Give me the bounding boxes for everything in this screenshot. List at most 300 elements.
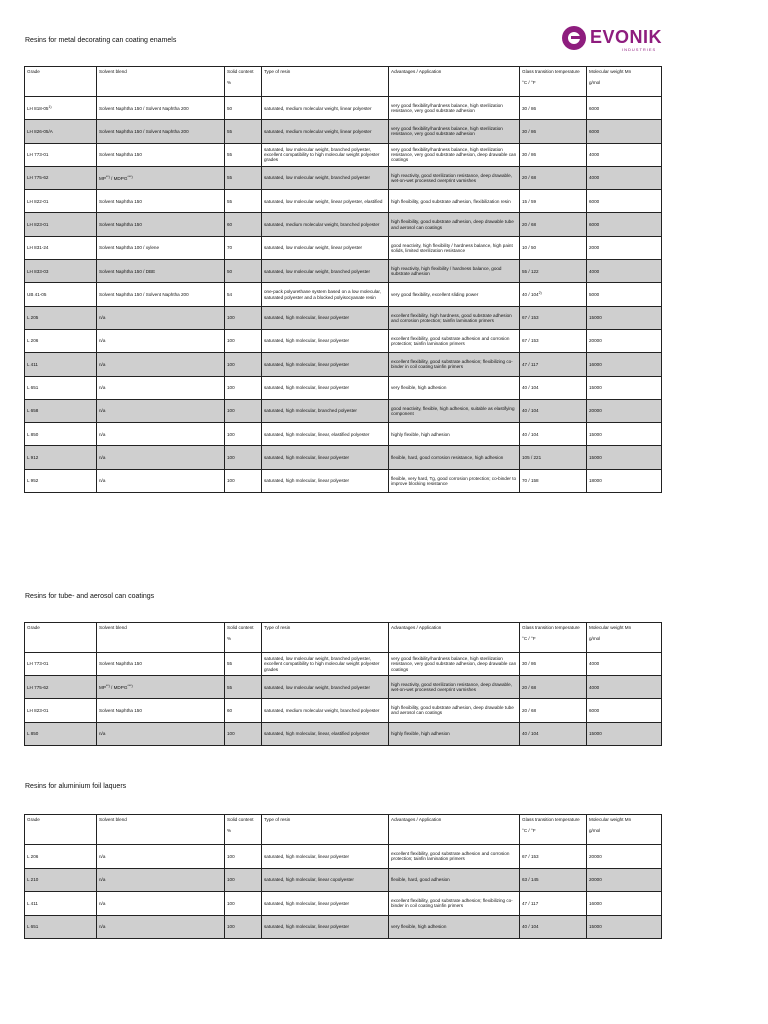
cell-advantages: high reactivity, good sterilization resistance, deep drawable, wet-on-wet processed overprint varnishes [389, 676, 520, 699]
cell-solid-content: 55 [225, 676, 262, 699]
cell-solvent-blend [97, 260, 225, 283]
cell-molecular-weight: 2000 [587, 236, 662, 259]
cell-solid-content: 50 [225, 97, 262, 120]
cell-solvent-blend [97, 446, 225, 469]
cell-glass-transition [520, 120, 587, 143]
table-row [25, 236, 662, 259]
grade-value: L 210 [27, 877, 39, 883]
cell-advantages: high reactivity, high flexibility / hardness balance, good substrate adhesion [389, 260, 520, 283]
header-unit: °C / °F [522, 828, 536, 834]
header-solid-content [225, 67, 262, 97]
header-unit: g/mol [589, 828, 601, 834]
header-label: Grade [27, 625, 40, 630]
solvent-value: n/a [99, 731, 106, 737]
tg-value: 40 / 104 [522, 292, 539, 298]
tg-value: 20 / 68 [522, 175, 537, 181]
cell-molecular-weight: 4000 [587, 260, 662, 283]
cell-solvent-blend [97, 892, 225, 916]
cell-type-of-resin: saturated, high molecular, linear polyester [262, 353, 389, 376]
grade-value: LH 823-01 [27, 221, 49, 227]
cell-molecular-weight: 6000 [587, 213, 662, 236]
cell-glass-transition [520, 915, 587, 939]
header-advantages [389, 815, 520, 845]
cell-grade [25, 260, 97, 283]
cell-type-of-resin: saturated, high molecular, linear polyester [262, 469, 389, 492]
cell-advantages: flexible, hard, good corrosion resistance, high adhesion [389, 446, 520, 469]
cell-molecular-weight: 15000 [587, 376, 662, 399]
cell-advantages: high reactivity, good sterilization resistance, deep drawable, wet-on-wet processed overprint varnishes [389, 166, 520, 189]
cell-solid-content: 55 [225, 143, 262, 166]
cell-glass-transition [520, 353, 587, 376]
cell-molecular-weight: 20000 [587, 399, 662, 422]
solvent-value-rest: / MDPG [109, 175, 128, 181]
tg-value: 30 / 86 [522, 661, 537, 667]
tg-value: 105 / 221 [522, 454, 542, 460]
cell-advantages: flexible, very hard, Tg, good corrosion protection; co-binder to improve blocking resistance [389, 469, 520, 492]
header-label: Solvent blend [99, 625, 127, 630]
cell-grade [25, 166, 97, 189]
cell-solid-content: 54 [225, 283, 262, 306]
header-label: Type of resin [264, 69, 291, 74]
cell-solvent-blend [97, 653, 225, 676]
cell-advantages: high flexibility, good substrate adhesion, flexibilization resin [389, 190, 520, 213]
cell-solid-content: 55 [225, 120, 262, 143]
header-solvent-blend [97, 815, 225, 845]
cell-solid-content: 70 [225, 236, 262, 259]
tg-value: 40 / 104 [522, 408, 539, 414]
cell-type-of-resin: saturated, medium molecular weight, branched polyester [262, 699, 389, 722]
table-header-row [25, 815, 662, 845]
footnote-marker: 2) [538, 291, 542, 296]
cell-grade [25, 845, 97, 869]
grade-value: LH 773-01 [27, 152, 49, 158]
tg-value: 30 / 86 [522, 128, 537, 134]
cell-solvent-blend [97, 306, 225, 329]
cell-advantages: excellent flexibility, good substrate adhesion; flexibilizing co-binder in coil coating tainfin primers [389, 892, 520, 916]
cell-molecular-weight: 6000 [587, 190, 662, 213]
grade-value: L 205 [27, 315, 39, 321]
tg-value: 63 / 145 [522, 877, 539, 883]
cell-glass-transition [520, 97, 587, 120]
cell-type-of-resin: saturated, medium molecular weight, linear polyester [262, 120, 389, 143]
footnote-marker: ***) [127, 174, 133, 179]
cell-glass-transition [520, 283, 587, 306]
header-label: Glass transition temperature [522, 625, 580, 630]
cell-solvent-blend [97, 97, 225, 120]
table-row [25, 329, 662, 352]
cell-solvent-blend [97, 166, 225, 189]
table-row [25, 469, 662, 492]
grade-value: L 850 [27, 431, 39, 437]
cell-grade [25, 915, 97, 939]
cell-molecular-weight: 5000 [587, 283, 662, 306]
header-label: Molecular weight Mn [589, 817, 632, 822]
cell-solid-content: 100 [225, 868, 262, 892]
cell-solid-content: 50 [225, 260, 262, 283]
header-unit: % [227, 80, 232, 86]
cell-type-of-resin: saturated, high molecular, linear polyester [262, 845, 389, 869]
cell-molecular-weight: 15000 [587, 423, 662, 446]
cell-grade [25, 653, 97, 676]
cell-advantages: excellent flexibility, good substrate adhesion and corrosion protection; tainfin lamination primers [389, 845, 520, 869]
header-advantages [389, 623, 520, 653]
cell-grade [25, 190, 97, 213]
table-row [25, 423, 662, 446]
solvent-value: n/a [99, 853, 106, 859]
tg-value: 67 / 153 [522, 338, 539, 344]
cell-advantages: excellent flexibility, good substrate adhesion and corrosion protection; tainfin lamination primers [389, 329, 520, 352]
cell-advantages: good reactivity, high flexibility / hardness balance, high paint solids, limited sterilization resistance [389, 236, 520, 259]
cell-grade [25, 868, 97, 892]
cell-glass-transition [520, 868, 587, 892]
header-unit: °C / °F [522, 80, 536, 86]
cell-solvent-blend [97, 376, 225, 399]
cell-glass-transition [520, 699, 587, 722]
solvent-value: Solvent Naphtha 150 [99, 152, 142, 158]
cell-advantages: flexible, hard, good adhesion [389, 868, 520, 892]
cell-solid-content: 100 [225, 446, 262, 469]
cell-molecular-weight: 4000 [587, 676, 662, 699]
header-solid-content [225, 815, 262, 845]
grade-value: LH 773-01 [27, 661, 49, 667]
header-label: Solvent blend [99, 817, 127, 822]
cell-solid-content: 100 [225, 845, 262, 869]
cell-molecular-weight: 4000 [587, 166, 662, 189]
table-row [25, 306, 662, 329]
cell-solvent-blend [97, 845, 225, 869]
cell-solid-content: 100 [225, 306, 262, 329]
header-molecular-weight [587, 623, 662, 653]
header-label: Grade [27, 69, 40, 74]
solvent-value: n/a [99, 408, 106, 414]
header-label: Glass transition temperature [522, 817, 580, 822]
header-solid-content [225, 623, 262, 653]
solvent-value: n/a [99, 924, 106, 930]
cell-solid-content: 100 [225, 722, 262, 745]
cell-glass-transition [520, 722, 587, 745]
footnote-marker: **) [105, 174, 110, 179]
header-unit: % [227, 828, 232, 834]
solvent-value: Solvent Naphtha 150 [99, 221, 142, 227]
cell-solid-content: 100 [225, 353, 262, 376]
header-solvent-blend [97, 623, 225, 653]
cell-molecular-weight: 18000 [587, 469, 662, 492]
tg-value: 10 / 50 [522, 245, 537, 251]
solvent-value: n/a [99, 877, 106, 883]
solvent-value: Solvent Naphtha 150 / Solvent Naphtha 200 [99, 105, 189, 111]
cell-molecular-weight: 16000 [587, 892, 662, 916]
cell-grade [25, 376, 97, 399]
cell-type-of-resin: saturated, high molecular, linear polyester [262, 915, 389, 939]
cell-glass-transition [520, 469, 587, 492]
tg-value: 40 / 104 [522, 431, 539, 437]
cell-glass-transition [520, 260, 587, 283]
footnote-marker: 1) [48, 105, 52, 109]
cell-solvent-blend [97, 120, 225, 143]
cell-solid-content: 60 [225, 213, 262, 236]
table-row [25, 376, 662, 399]
cell-type-of-resin: saturated, high molecular, linear polyester [262, 446, 389, 469]
solvent-value: n/a [99, 385, 106, 391]
cell-molecular-weight: 6000 [587, 97, 662, 120]
cell-grade [25, 423, 97, 446]
cell-grade [25, 329, 97, 352]
cell-grade [25, 97, 97, 120]
grade-value: LH 831-24 [27, 245, 49, 251]
grade-value: LH 826-05/A [27, 128, 53, 134]
table-row [25, 283, 662, 306]
cell-solvent-blend [97, 868, 225, 892]
grade-value: L 850 [27, 731, 39, 737]
table-row [25, 845, 662, 869]
cell-grade [25, 120, 97, 143]
cell-solid-content: 100 [225, 329, 262, 352]
cell-advantages: good reactivity, flexible, high adhesion, suitable as elastifying component [389, 399, 520, 422]
cell-glass-transition [520, 329, 587, 352]
evonik-logo-mark-icon [562, 26, 586, 50]
table-row [25, 213, 662, 236]
header-advantages [389, 67, 520, 97]
tg-value: 20 / 68 [522, 707, 537, 713]
cell-advantages: high flexibility, good substrate adhesion, deep drawable tube and aerosol can coatings [389, 213, 520, 236]
table-row [25, 446, 662, 469]
tg-value: 40 / 104 [522, 385, 539, 391]
cell-type-of-resin: saturated, low molecular weight, branched polyester [262, 676, 389, 699]
header-label: Solid content [227, 625, 254, 630]
cell-solid-content: 60 [225, 699, 262, 722]
header-grade [25, 67, 97, 97]
tg-value: 55 / 122 [522, 268, 539, 274]
cell-solid-content: 100 [225, 892, 262, 916]
grade-value: L 651 [27, 924, 39, 930]
table-row [25, 143, 662, 166]
evonik-logo [562, 26, 674, 54]
cell-advantages: highly flexible, high adhesion [389, 423, 520, 446]
cell-solvent-blend [97, 423, 225, 446]
cell-type-of-resin: saturated, low molecular weight, linear polyester [262, 236, 389, 259]
header-label: Glass transition temperature [522, 69, 580, 74]
grade-value: L 206 [27, 338, 39, 344]
header-solvent-blend [97, 67, 225, 97]
header-label: Solid content [227, 69, 254, 74]
section-title: Resins for tube- and aerosol can coatings [25, 593, 155, 600]
cell-glass-transition [520, 676, 587, 699]
cell-advantages: very good flexibility/hardness balance, high sterilization resistance, very good substrate adhesion, deep drawable can coatings [389, 653, 520, 676]
cell-type-of-resin: one-pack polyurethane system based on a low molecular, saturated polyester and a blocked polyisocyanate resin [262, 283, 389, 306]
cell-molecular-weight: 15000 [587, 722, 662, 745]
cell-glass-transition [520, 446, 587, 469]
solvent-value: n/a [99, 478, 106, 484]
header-grade [25, 815, 97, 845]
cell-glass-transition [520, 423, 587, 446]
cell-advantages: excellent flexibility, high hardness, good substrate adhesion and corrosion protection; tainfin lamination primers [389, 306, 520, 329]
grade-value: LH 775-62 [27, 684, 49, 690]
cell-solid-content: 100 [225, 376, 262, 399]
cell-grade [25, 469, 97, 492]
solvent-value: Solvent Naphtha 150 [99, 661, 142, 667]
header-molecular-weight [587, 815, 662, 845]
cell-solvent-blend [97, 915, 225, 939]
cell-solid-content: 55 [225, 190, 262, 213]
tg-value: 40 / 104 [522, 731, 539, 737]
cell-solvent-blend [97, 399, 225, 422]
solvent-value: n/a [99, 454, 106, 460]
cell-grade [25, 722, 97, 745]
table-row [25, 676, 662, 699]
cell-grade [25, 892, 97, 916]
header-label: Advantages / Application [391, 69, 442, 74]
cell-molecular-weight: 4000 [587, 653, 662, 676]
table-row [25, 868, 662, 892]
cell-glass-transition [520, 376, 587, 399]
cell-advantages: very flexible, high adhesion [389, 915, 520, 939]
solvent-value: Solvent Naphtha 150 [99, 707, 142, 713]
header-type-of-resin [262, 623, 389, 653]
resin-table [24, 622, 662, 746]
tg-value: 70 / 158 [522, 478, 539, 484]
cell-grade [25, 446, 97, 469]
solvent-value: MP [99, 685, 106, 691]
header-unit: g/mol [589, 636, 601, 642]
grade-value: LH 823-01 [27, 707, 49, 713]
header-label: Type of resin [264, 625, 291, 630]
tg-value: 67 / 153 [522, 315, 539, 321]
cell-type-of-resin: saturated, low molecular weight, branched polyester [262, 260, 389, 283]
cell-grade [25, 213, 97, 236]
table-header-row [25, 623, 662, 653]
header-type-of-resin [262, 67, 389, 97]
header-label: Molecular weight Mn [589, 69, 632, 74]
table-row [25, 166, 662, 189]
cell-solvent-blend [97, 236, 225, 259]
grade-value: LH 822-01 [27, 198, 49, 204]
table-row [25, 722, 662, 745]
header-glass-transition [520, 623, 587, 653]
cell-glass-transition [520, 306, 587, 329]
cell-type-of-resin: saturated, high molecular, linear, elastified polyester [262, 722, 389, 745]
resin-table [24, 814, 662, 939]
cell-glass-transition [520, 213, 587, 236]
cell-molecular-weight: 6000 [587, 699, 662, 722]
cell-advantages: very good flexibility/hardness balance, high sterilization resistance, very good substrate adhesion [389, 120, 520, 143]
cell-glass-transition [520, 166, 587, 189]
table-row [25, 120, 662, 143]
header-unit: % [227, 636, 232, 642]
cell-type-of-resin: saturated, low molecular weight, branched polyester, excellent compatibility to high molecular weight polyester grades [262, 143, 389, 166]
tg-value: 30 / 86 [522, 152, 537, 158]
cell-type-of-resin: saturated, low molecular weight, branched polyester [262, 166, 389, 189]
grade-value: L 651 [27, 385, 39, 391]
footnote-marker: ***) [127, 684, 133, 689]
cell-glass-transition [520, 653, 587, 676]
table-row [25, 399, 662, 422]
cell-grade [25, 353, 97, 376]
cell-solid-content: 100 [225, 469, 262, 492]
cell-advantages: very good flexibility, excellent sliding power [389, 283, 520, 306]
cell-grade [25, 236, 97, 259]
cell-solid-content: 55 [225, 653, 262, 676]
solvent-value-rest: / MDPG [109, 685, 128, 691]
cell-glass-transition [520, 845, 587, 869]
table-row [25, 190, 662, 213]
cell-grade [25, 306, 97, 329]
solvent-value: Solvent Naphtha 150 / Solvent Naphtha 200 [99, 128, 189, 134]
cell-type-of-resin: saturated, high molecular, linear polyester [262, 892, 389, 916]
cell-solvent-blend [97, 190, 225, 213]
cell-solvent-blend [97, 329, 225, 352]
cell-solid-content: 100 [225, 399, 262, 422]
cell-type-of-resin: saturated, high molecular, linear copolyester [262, 868, 389, 892]
cell-glass-transition [520, 190, 587, 213]
cell-type-of-resin: saturated, low molecular weight, linear polyester, elastified [262, 190, 389, 213]
tg-value: 30 / 86 [522, 105, 537, 111]
tg-value: 40 / 104 [522, 924, 539, 930]
cell-molecular-weight: 4000 [587, 143, 662, 166]
cell-glass-transition [520, 143, 587, 166]
header-grade [25, 623, 97, 653]
cell-solid-content: 100 [225, 915, 262, 939]
tg-value: 47 / 117 [522, 361, 539, 367]
section-title: Resins for aluminium foil laquers [25, 783, 127, 790]
cell-molecular-weight: 15000 [587, 306, 662, 329]
header-label: Advantages / Application [391, 625, 442, 630]
cell-advantages: very good flexibility/hardness balance, high sterilization resistance, very good substrate adhesion [389, 97, 520, 120]
cell-type-of-resin: saturated, low molecular weight, branched polyester, excellent compatibility to high molecular weight polyester grades [262, 653, 389, 676]
cell-molecular-weight: 15000 [587, 915, 662, 939]
cell-solvent-blend [97, 283, 225, 306]
table-row [25, 260, 662, 283]
solvent-value: Solvent Naphtha 150 / DBE [99, 268, 156, 274]
solvent-value: n/a [99, 431, 106, 437]
cell-molecular-weight: 20000 [587, 329, 662, 352]
cell-type-of-resin: saturated, high molecular, linear polyester [262, 376, 389, 399]
cell-molecular-weight: 20000 [587, 868, 662, 892]
header-unit: g/mol [589, 80, 601, 86]
cell-advantages: very good flexibility/hardness balance, high sterilization resistance, very good substrate adhesion, deep drawable can coatings [389, 143, 520, 166]
solvent-value: Solvent Naphtha 150 / Solvent Naphtha 200 [99, 291, 189, 297]
grade-value: L 658 [27, 408, 39, 414]
solvent-value: n/a [99, 315, 106, 321]
cell-grade [25, 283, 97, 306]
cell-grade [25, 143, 97, 166]
cell-advantages: very flexible, high adhesion [389, 376, 520, 399]
tg-value: 47 / 117 [522, 900, 539, 906]
header-type-of-resin [262, 815, 389, 845]
header-label: Solid content [227, 817, 254, 822]
header-label: Type of resin [264, 817, 291, 822]
header-label: Solvent blend [99, 69, 127, 74]
grade-value: L 912 [27, 454, 39, 460]
table-row [25, 353, 662, 376]
cell-solvent-blend [97, 143, 225, 166]
cell-glass-transition [520, 236, 587, 259]
resin-table [24, 66, 662, 493]
tg-value: 15 / 59 [522, 198, 537, 204]
table-header-row [25, 67, 662, 97]
solvent-value: MP [99, 175, 106, 181]
tg-value: 67 / 153 [522, 853, 539, 859]
header-molecular-weight [587, 67, 662, 97]
cell-molecular-weight: 6000 [587, 120, 662, 143]
header-unit: °C / °F [522, 636, 536, 642]
grade-value: LH 818-05 [27, 106, 49, 111]
solvent-value: n/a [99, 900, 106, 906]
cell-advantages: excellent flexibility, good substrate adhesion; flexibilizing co-binder in coil coating tainfin primers [389, 353, 520, 376]
cell-solid-content: 100 [225, 423, 262, 446]
grade-value: LH 775-62 [27, 175, 49, 181]
tg-value: 20 / 68 [522, 221, 537, 227]
cell-solvent-blend [97, 353, 225, 376]
